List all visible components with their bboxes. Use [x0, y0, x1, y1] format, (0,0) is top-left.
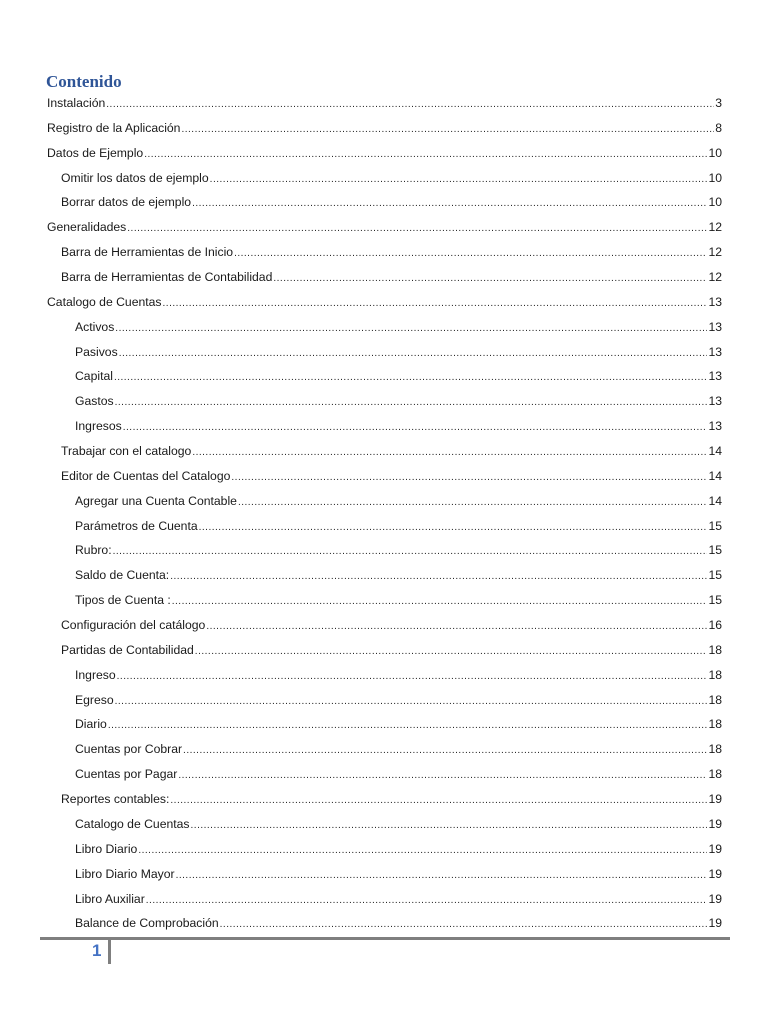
toc-entry-row — [75, 590, 722, 612]
toc-entry-row — [75, 540, 722, 562]
toc-entry-title: Generalidades — [47, 220, 127, 235]
toc-dot-leader — [191, 816, 708, 836]
toc-dot-leader — [163, 294, 708, 314]
toc-entry-title: Balance de Comprobación — [75, 916, 219, 931]
toc-entry-page: 10 — [708, 145, 722, 160]
toc-entry-row — [75, 391, 722, 413]
toc-entry-title: Reportes contables: — [61, 792, 170, 807]
toc-entry[interactable] — [0, 267, 768, 292]
toc-entry-title: Diario — [75, 717, 107, 732]
toc-dot-leader — [123, 418, 708, 438]
toc-dot-leader — [170, 791, 707, 811]
toc-entry[interactable] — [0, 317, 768, 342]
toc-dot-leader — [206, 617, 707, 637]
toc-entry[interactable] — [0, 540, 768, 565]
toc-entry[interactable] — [0, 665, 768, 690]
toc-entry-page: 12 — [708, 245, 722, 260]
toc-entry-row — [75, 889, 722, 911]
toc-entry-row — [47, 118, 722, 140]
toc-entry-row — [61, 441, 722, 463]
toc-entry-page: 14 — [708, 444, 722, 459]
toc-entry-row — [75, 814, 722, 836]
toc-entry-row — [47, 217, 722, 239]
toc-entry[interactable] — [0, 565, 768, 590]
toc-dot-leader — [172, 592, 708, 612]
toc-entry-page: 3 — [715, 96, 722, 110]
toc-entry-page: 14 — [708, 468, 722, 483]
toc-entry-page: 13 — [708, 319, 722, 334]
toc-entry-title: Ingreso — [75, 667, 116, 682]
toc-dot-leader — [220, 915, 708, 935]
toc-entry-title: Ingresos — [75, 419, 122, 434]
toc-entry[interactable] — [0, 391, 768, 416]
toc-dot-leader — [231, 468, 707, 488]
toc-entry-row — [61, 267, 722, 289]
toc-entry-page: 18 — [708, 667, 722, 682]
toc-dot-leader — [192, 194, 707, 214]
toc-dot-leader — [199, 518, 708, 538]
toc-entry-page: 12 — [708, 220, 722, 235]
toc-entry-page: 10 — [708, 195, 722, 210]
toc-entry-page: 13 — [708, 369, 722, 384]
toc-entry-title: Borrar datos de ejemplo — [61, 195, 192, 210]
toc-entry-page: 19 — [708, 916, 722, 931]
toc-dot-leader — [273, 269, 707, 289]
toc-entry-title: Barra de Herramientas de Inicio — [61, 245, 234, 260]
toc-dot-leader — [108, 716, 708, 736]
toc-entry-title: Cuentas por Pagar — [75, 767, 178, 782]
toc-entry-row — [75, 516, 722, 538]
toc-entry-row — [61, 242, 722, 264]
toc-entry-title: Omitir los datos de ejemplo — [61, 170, 209, 185]
toc-entry-row — [75, 739, 722, 761]
toc-entry-title: Pasivos — [75, 344, 118, 359]
toc-entry[interactable] — [0, 192, 768, 217]
toc-entry-title: Agregar una Cuenta Contable — [75, 493, 237, 508]
toc-entry-page: 18 — [708, 742, 722, 757]
toc-entry-page: 18 — [708, 767, 722, 782]
toc-entry-title: Rubro: — [75, 543, 112, 558]
toc-entry-page: 13 — [708, 344, 722, 359]
toc-entry[interactable] — [0, 714, 768, 739]
toc-entry[interactable] — [0, 516, 768, 541]
toc-entry[interactable] — [0, 217, 768, 242]
toc-entry-row — [75, 416, 722, 438]
toc-entry[interactable] — [0, 118, 768, 143]
toc-entry-title: Tipos de Cuenta : — [75, 593, 171, 608]
toc-entry-page: 13 — [708, 419, 722, 434]
toc-entry-title: Partidas de Contabilidad — [61, 642, 194, 657]
toc-entry-page: 19 — [708, 792, 722, 807]
toc-entry-title: Libro Auxiliar — [75, 891, 145, 906]
toc-entry[interactable] — [0, 615, 768, 640]
toc-entry[interactable] — [0, 640, 768, 665]
toc-entry-row — [75, 491, 722, 513]
toc-dot-leader — [146, 891, 708, 911]
toc-dot-leader — [117, 667, 708, 687]
toc-dot-leader — [183, 741, 707, 761]
toc-entry-row — [61, 192, 722, 214]
toc-dot-leader — [178, 766, 707, 786]
toc-entry[interactable] — [0, 292, 768, 317]
toc-entry-title: Egreso — [75, 692, 114, 707]
toc-entry[interactable] — [0, 739, 768, 764]
toc-entry-page: 15 — [708, 568, 722, 583]
toc-entry[interactable] — [0, 366, 768, 391]
toc-dot-leader — [113, 542, 708, 562]
toc-entry-title: Datos de Ejemplo — [47, 145, 144, 160]
footer-rule — [40, 937, 730, 940]
toc-entry-title: Gastos — [75, 394, 114, 409]
toc-entry[interactable] — [0, 168, 768, 193]
toc-entry-page: 8 — [715, 120, 722, 135]
toc-entry-title: Editor de Cuentas del Catalogo — [61, 468, 231, 483]
toc-dot-leader — [115, 319, 707, 339]
toc-entry[interactable] — [0, 814, 768, 839]
toc-entry-page: 10 — [708, 170, 722, 185]
toc-entry-row — [75, 864, 722, 886]
toc-dot-leader — [144, 145, 707, 165]
toc-dot-leader — [114, 368, 708, 388]
toc-entry-page: 15 — [708, 543, 722, 558]
toc-entry-page: 13 — [708, 294, 722, 309]
toc-entry[interactable] — [0, 913, 768, 938]
toc-entry-row — [75, 764, 722, 786]
toc-dot-leader — [192, 443, 707, 463]
toc-dot-leader — [138, 841, 707, 861]
toc-entry-row — [47, 292, 722, 314]
toc-entry-row — [75, 690, 722, 712]
toc-entry-row — [61, 789, 722, 811]
toc-entry[interactable] — [0, 441, 768, 466]
page-number: 1 — [92, 941, 102, 960]
toc-entry[interactable] — [0, 466, 768, 491]
toc-entry-page: 15 — [708, 518, 722, 533]
toc-dot-leader — [115, 393, 708, 413]
toc-entry-page: 12 — [708, 270, 722, 285]
toc-entry-page: 13 — [708, 394, 722, 409]
toc-entry-page: 19 — [708, 866, 722, 881]
toc-entry-row — [75, 714, 722, 736]
toc-dot-leader — [181, 120, 714, 140]
toc-entry[interactable] — [0, 864, 768, 889]
toc-entry-title: Instalación — [47, 96, 106, 110]
toc-entry-row — [75, 665, 722, 687]
toc-heading: Contenido — [46, 72, 122, 91]
toc-dot-leader — [115, 692, 708, 712]
toc-entry[interactable] — [0, 889, 768, 914]
toc-entry-title: Catalogo de Cuentas — [75, 816, 190, 831]
toc-entry[interactable] — [0, 416, 768, 441]
toc-entry-title: Activos — [75, 319, 115, 334]
toc-dot-leader — [210, 170, 708, 190]
toc-entry-title: Libro Diario Mayor — [75, 866, 175, 881]
toc-dot-leader — [176, 866, 708, 886]
toc-dot-leader — [106, 95, 714, 115]
toc-entry-row — [75, 366, 722, 388]
toc-entry-page: 19 — [708, 841, 722, 856]
toc-entry-title: Capital — [75, 369, 113, 384]
toc-entry-row — [75, 839, 722, 861]
toc-entry-row — [61, 640, 722, 662]
toc-entry-page: 18 — [708, 692, 722, 707]
toc-list — [0, 93, 768, 938]
toc-entry-row — [47, 143, 722, 165]
toc-entry-title: Registro de la Aplicación — [47, 120, 181, 135]
toc-entry[interactable] — [0, 342, 768, 367]
toc-entry[interactable] — [0, 690, 768, 715]
toc-entry-title: Trabajar con el catalogo — [61, 444, 192, 459]
toc-entry[interactable] — [0, 764, 768, 789]
toc-dot-leader — [238, 493, 708, 513]
toc-entry-page: 15 — [708, 593, 722, 608]
toc-entry[interactable] — [0, 242, 768, 267]
toc-entry-row — [61, 615, 722, 637]
toc-entry-title: Barra de Herramientas de Contabilidad — [61, 270, 273, 285]
toc-entry-row — [75, 913, 722, 935]
toc-entry-page: 18 — [708, 717, 722, 732]
toc-dot-leader — [234, 244, 707, 264]
toc-entry-page: 18 — [708, 642, 722, 657]
toc-entry-page: 19 — [708, 816, 722, 831]
toc-entry-row — [61, 466, 722, 488]
toc-entry-title: Parámetros de Cuenta — [75, 518, 198, 533]
toc-entry[interactable] — [0, 839, 768, 864]
toc-entry-row — [75, 565, 722, 587]
toc-entry-title: Cuentas por Cobrar — [75, 742, 183, 757]
toc-entry-row — [61, 168, 722, 190]
toc-entry-row — [75, 342, 722, 364]
toc-entry[interactable] — [0, 590, 768, 615]
toc-entry[interactable] — [0, 143, 768, 168]
toc-entry[interactable] — [0, 93, 768, 118]
toc-entry-title: Configuración del catálogo — [61, 618, 206, 633]
toc-dot-leader — [119, 344, 708, 364]
toc-entry[interactable] — [0, 491, 768, 516]
toc-entry-row — [47, 93, 722, 115]
footer-divider — [108, 940, 111, 964]
toc-entry-page: 16 — [708, 618, 722, 633]
toc-entry-title: Saldo de Cuenta: — [75, 568, 170, 583]
toc-dot-leader — [127, 219, 707, 239]
toc-entry-title: Catalogo de Cuentas — [47, 294, 162, 309]
toc-entry-title: Libro Diario — [75, 841, 138, 856]
toc-entry-page: 19 — [708, 891, 722, 906]
toc-entry-page: 14 — [708, 493, 722, 508]
toc-entry[interactable] — [0, 789, 768, 814]
toc-dot-leader — [195, 642, 708, 662]
toc-dot-leader — [170, 567, 707, 587]
toc-entry-row — [75, 317, 722, 339]
